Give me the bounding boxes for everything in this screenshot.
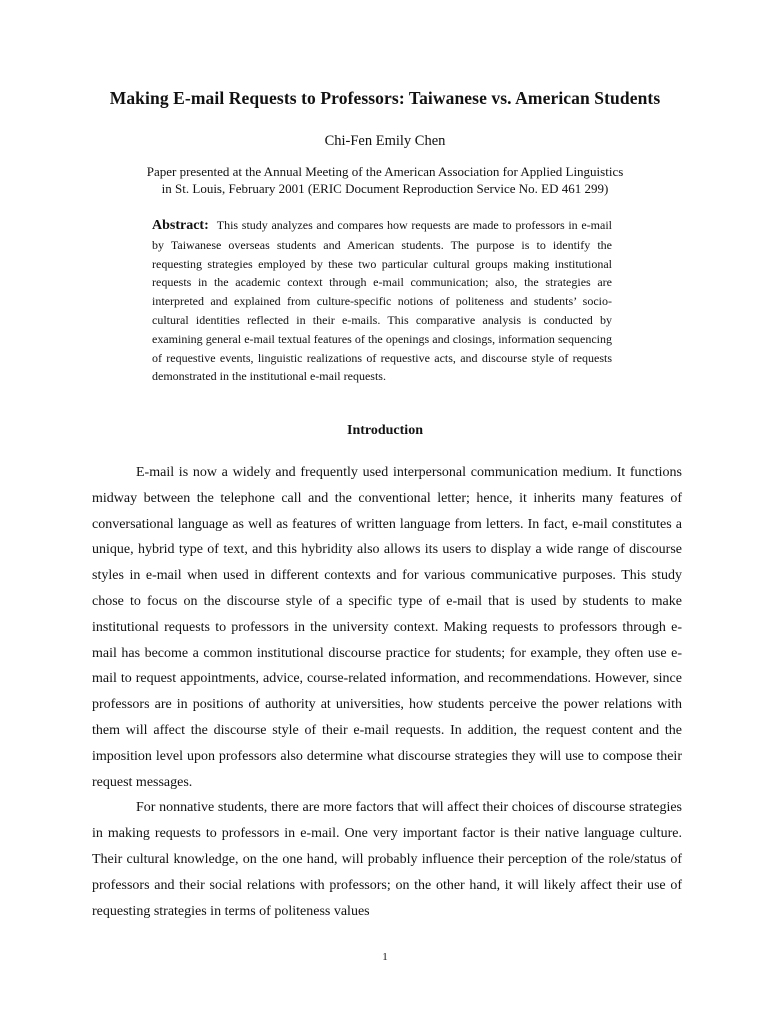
page-number: 1 [382,951,388,963]
abstract-label: Abstract: [152,218,209,233]
paper-title: Making E-mail Requests to Professors: Taiwanese vs. American Students [109,88,661,108]
introduction-body [92,460,682,924]
venue-line-2: in St. Louis, February 2001 (ERIC Document Reproduction Service No. ED 461 299) [161,181,609,196]
paragraph: E-mail is now a widely and frequently used interpersonal communication medium. It functions midway between the telephone call and the conventional letter; hence, it inherits many features of conversational language as well as features of written language from letters. In fact, e-mail constitutes a unique, hybrid type of text, and this hybridity also allows its users to display a wide range of discourse styles in e-mail when used in different contexts and for various communicative purposes. This study chose to focus on the discourse style of a specific type of e-mail that is used by students to make institutional requests to professors in the university context. Making requests to professors through e-mail has become a common institutional discourse practice for students; for example, they often use e-mail to request appointments, advice, course-related information, and recommendations. However, since professors are in positions of authority at universities, how students perceive the power relations with them will affect the discourse style of their e-mail requests. In addition, the request content and the imposition level upon professors also determine what discourse strategies they will use to compose their request messages. [92,465,682,790]
section-heading-introduction: Introduction [347,423,423,438]
abstract [152,216,612,386]
venue-line-1: Paper presented at the Annual Meeting of the American Association for Applied Linguistics [146,164,624,179]
abstract-text: This study analyzes and compares how requests are made to professors in e-mail by Taiwanese overseas students and American students. The purpose is to identify the requesting strategies employed by these two particular cultural groups making institutional requests in the academic context through e-mail communication; also, the strategies are interpreted and explained from culture-specific notions of politeness and students’ socio-cultural identities reflected in their e-mails. This comparative analysis is conducted by examining general e-mail textual features of the openings and closings, information sequencing of requestive events, linguistic realizations of requestive acts, and discourse style of requests demonstrated in the institutional e-mail requests. [152,218,612,384]
venue-note [100,163,670,197]
author-name: Chi-Fen Emily Chen [324,133,446,149]
paragraph: For nonnative students, there are more factors that will affect their choices of discourse strategies in making requests to professors in e-mail. One very important factor is their native language culture. Their cultural knowledge, on the one hand, will probably influence their perception of the role/status of professors and their social relations with professors; on the other hand, it will likely affect their use of requesting strategies in terms of politeness values [92,800,682,919]
